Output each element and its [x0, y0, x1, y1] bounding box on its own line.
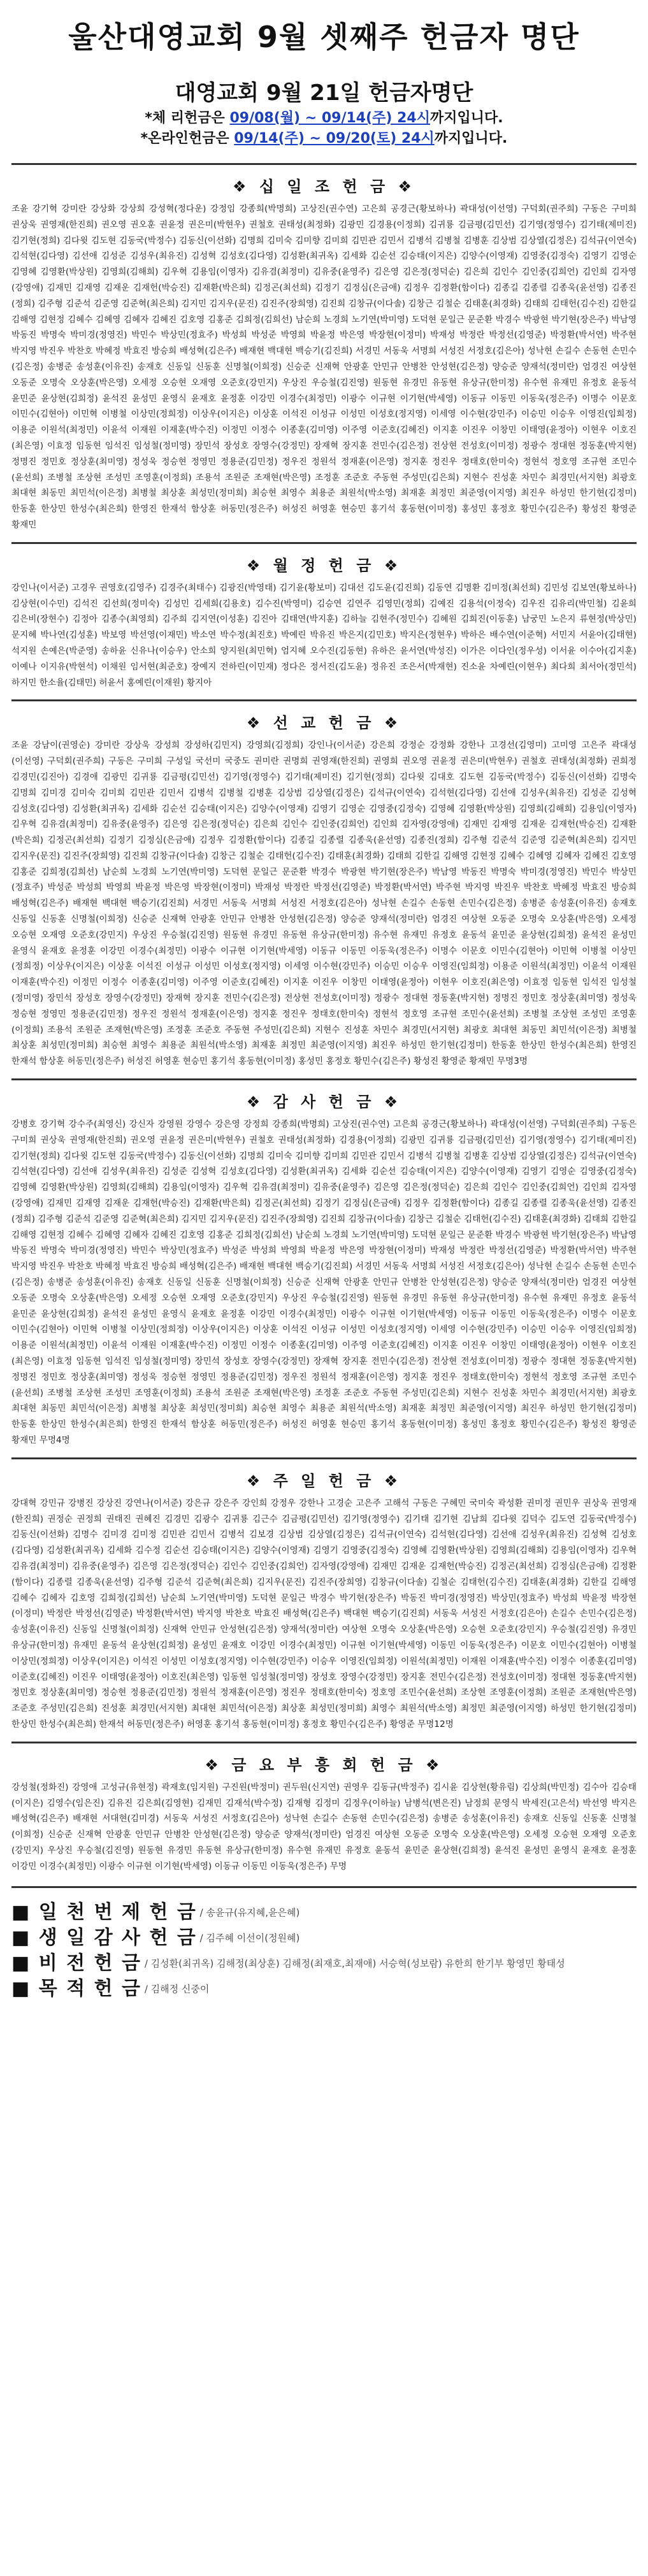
donor-names: 강성철(정화진) 강영애 고성규(유현정) 곽재호(임지원) 구진원(박정미) 권두원(신지연) 권영우 김동규(박정주) 김시윤 김상현(황유림) 김상희(박민정) 김수아 김승태(이지은) 김영수(임은진) 김유진 김은희(김영현) 김재민 김재석(박수정) 김재형 김정미 김정우(이하늘) 남병석(변은진) 남정희 문영식 박세진(고은석) 박선영 박지은 배성혁(김은주) 배재현 서대현(김미경) 서동욱 서성진 서정호(김은아) 성낙현 손길수 손동현 손민수(김은정) 송병준 송성훈(이유진) 송재호 신동일 신동훈 신명철(이희정) 신승준 신재혁 안광훈 안민규 안병찬 안성현(김은정) 양승준 양재석(정미란) 엄경진 여상현 오동준 오명숙 오상훈(박은영) 오세정 오승현 오재영 오준호(강민지) 우상진 우승철(김진영) 원동현 유경민 유동현 유상규(한미정) 유수현 유재민 유정호 윤동석 윤민준 윤상현(김희정) 윤석진 윤성민 윤영식 윤재호 윤정훈 이강민 이경수(최정민) 이광수 이규현 이기현(박세영) 이동규 이동민 이동욱(정은주) 무명 — [11, 1782, 637, 1871]
section-heading: ❖ 주 일 헌 금 ❖ — [246, 1471, 402, 1490]
section-monthly — [11, 542, 637, 691]
offering-label: ■ 생 일 감 사 헌 금 — [11, 1926, 197, 1949]
donor-names: 강대혁 강민규 강병진 강상진 강연나(이서준) 강은규 강은주 강인희 강정우 강한나 고경순 고은주 고해석 구동은 구혜민 국미숙 곽성환 권미정 권민우 권상욱 권영재(한진희) 권정순 권정희 권태진 권혜진 김경민 김광수 김귀룡 김근수 김금평(김민선) 김기영(정영수) 김기태 김기현 김남희 김다윗 김덕수 김도연 김동국(박정수) 김동신(이선화) 김명수 김미경 김미정 김민관 김민서 김병석 김보경 김상범 김상열(김정은) 김석규(이연숙) 김석현(김다영) 김선애 김성우(최유진) 김성혁 김성호(김다영) 김성환(최귀옥) 김세화 김수정 김순선 김승태(이지은) 김양수(이영재) 김영기 김영중(김정숙) 김영혜 김영환(박상원) 김영희(김해희) 김용임(이영자) 김우혁 김유겸(최정미) 김유중(윤영주) 김은영 김은정(정덕순) 김인수 김인중(김희언) 김자영(강영애) 김재민 김재운 김재헌(박승진) 김정곤(최선희) 김정심(은금애) 김정환(함이다) 김종렬 김종욱(윤선영) 김주형 김준석 김준혁(최은희) 김지우(문진) 김진주(장희영) 김창규(이다솔) 김철순 김태헌(김수진) 김태훈(최경화) 김한길 김해영 김혜수 김혜자 김호영 김희정(김희선) 남순희 노기연(박미영) 도덕현 문일근 박경수 박기현(장은주) 박동진 박미경(정영진) 박상민(정효주) 박성희 박윤정 박장현(이정미) 박정란 박정선(김영준) 박정환(박서연) 박지영 박찬호 박효진 배성혁(김은주) 백대현 백승기(김진희) 서동욱 서성진 서정호(김은아) 손길수 손민수(김은정) 송성훈(이유진) 신동일 신명철(이희정) 신재혁 안민규 안성현(김은정) 양재석(정미란) 여상현 오명숙 오상훈(박은영) 오승현 오준호(강민지) 우승철(김진영) 유경민 유상규(한미정) 유재민 윤동석 윤상현(김희정) 윤성민 윤재호 이강민 이경수(최정민) 이규현 이기현(박세영) 이동민 이동욱(정은주) 이문호 이민수(김현아) 이병철 이상민(정희정) 이상우(이지은) 이석진 이성민 이성호(정지영) 이수현(강민주) 이승우 이영진(임희정) 이원석(최정민) 이재원 이재훈(박수진) 이정수 이종훈(김미영) 이준호(김혜진) 이진우 이태영(윤정아) 이호진(최은영) 임동현 임성철(정미영) 장성호 장영수(강정민) 장지훈 전민수(김은정) 전성호(이미정) 정대현 정동훈(박지현) 정민호 정상훈(최미영) 정승현 정용준(김민정) 정원석 정재훈(이은영) 정진우 정태호(한미숙) 정호영 조민수(윤선희) 조상현 조영훈(이정희) 조원준 조재현(박은영) 조준호 주성민(김은희) 진성훈 최경민(서지현) 최대현 최민석(이은정) 최상훈 최성민(정미희) 최영수 최원석(박소영) 최정민 최준영(이지영) 하성민 한기현(김정미) 한상민 한성수(최은희) 한재석 허동민(정은주) 허영훈 홍기석 홍동현(이미정) 홍정호 황민수(김은주) 황영준 무명12명 — [11, 1498, 637, 1729]
section-friday-revival — [11, 1742, 637, 1875]
offering-donors: / 김주혜 이선이(정원혜) — [199, 1932, 300, 1944]
section-sunday — [11, 1457, 637, 1733]
list-item — [11, 1925, 637, 1950]
offering-label: ■ 일 천 번 제 헌 금 — [11, 1901, 197, 1924]
list-item — [11, 1950, 637, 1976]
section-heading: ❖ 금 요 부 흥 회 헌 금 ❖ — [205, 1756, 443, 1774]
list-item — [11, 1976, 637, 2001]
offline-period-range: 09/08(월) ~ 09/14(주) 24시 — [229, 110, 430, 126]
offering-donors: / 송윤규(유지혜,윤은혜) — [199, 1907, 300, 1919]
donor-names: 조윤 강기혁 강미란 강상화 강상희 강성혁(정다운) 강정임 강종희(박명희) 고상진(권수연) 고은희 공경근(황보하나) 곽대성(이선영) 구덕회(권주희) 구동은 구미희 권상욱 권영재(한진희) 권오영 권오훈 권윤정 권은미(박현우) 권철호 권태성(최정화) 김광민 김경용(이정희) 김귀룡 김금평(김민선) 김기영(정영수) 김기태(제미진) 김기현(정희) 김다윗 김도현 김동국(박정수) 김동신(이선화) 김명희 김미숙 김미향 김미희 김민관 김민서 김병석 김병철 김병훈 김상범 김상열(김정은) 김석규(이연숙) 김석현(김다영) 김선애 김성준 김성우(최유진) 김성혁 김성호(김다영) 김성환(최귀옥) 김세화 김순선 김승태(이지은) 김양수(이영재) 김영중(김정숙) 김영기 김영순 김영혜 김영환(박상원) 김영희(김해희) 김우혁 김용임(이영자) 김유겸(최정미) 김유중(윤영주) 김은영 김은정(정덕순) 김은희 김인수 김인중(김희언) 김인희 김자영(강영애) 김재민 김재영 김재운 김재헌(박승진) 김재환(박은희) 김정곤(최선희) 김정기 김정심(은금애) 김정우 김정환(함이다) 김종길 김종렬 김종욱(윤선영) 김종진(정희) 김주형 김준석 김준영 김준혁(최은희) 김지민 김지우(문진) 김진주(장희영) 김진희 김창규(이다솔) 김창근 김철순 김태훈(최경화) 김태희 김태헌(김수진) 김한길 김해영 김현정 김혜수 김혜영 김혜자 김혜진 김호영 김홍준 김희정(김희선) 남순희 노경희 노기연(박미영) 도덕현 문일근 문준환 박경수 박광현 박기현(장은주) 박남영 박동진 박명숙 박미경(정영진) 박민수 박상민(정효주) 박성희 박성준 박영희 박윤정 박은영 박장현(이정미) 박재성 박정란 박정선(김영준) 박정환(박서연) 박주현 박지영 박진우 박찬호 박혜정 박효진 방승희 배성혁(김은주) 배재현 백대현 백승기(김진희) 서경민 서동욱 서명희 서성진 서정호(김은아) 성낙현 손길수 손동현 손민수(김은정) 송병준 송성훈(이유진) 송재호 신동일 신동훈 신명철(이희정) 신승준 신재혁 안광훈 안민규 안병찬 안성현(김은정) 양승준 양재석(정미란) 엄경진 여상현 오동준 오명숙 오상훈(박은영) 오세정 오승현 오재영 오준호(강민지) 우상진 우승철(김진영) 원동현 유경민 유동현 유상규(한미정) 유수현 유재민 유정호 윤동석 윤민준 윤상현(김희정) 윤석진 윤성민 윤영식 윤재호 윤정훈 이강민 이경수(최정민) 이광수 이규현 이기현(박세영) 이동규 이동민 이동욱(정은주) 이명수 이문호 이민수(김현아) 이민혁 이병철 이상민(정희정) 이상우(이지은) 이상훈 이석진 이성규 이성민 이성호(정지영) 이세영 이수현(강민주) 이승민 이승우 이영진(임희정) 이용준 이원석(최정민) 이윤석 이재원 이재훈(박수진) 이정민 이정수 이종훈(김미영) 이주영 이준호(김혜진) 이지훈 이진우 이창민 이태영(윤정아) 이현우 이호진(최은영) 이효정 임동현 임석진 임성철(정미영) 장민석 장성호 장영수(강정민) 장재혁 장지훈 전민수(김은정) 전상현 전성호(이미정) 정광수 정대현 정동훈(박지현) 정명진 정민호 정상훈(최미영) 정성욱 정승현 정영민 정용준(김민정) 정우진 정원석 정재훈(이은영) 정지훈 정진우 정태호(한미숙) 정현석 정호영 조규현 조민수(윤선희) 조병철 조상현 조성민 조영훈(이정희) 조용석 조원준 조재현(박은영) 조정훈 조준호 주동현 주성민(김은희) 지현수 진성훈 차민수 최경민(서지현) 최광호 최대현 최동민 최민석(이은정) 최병철 최상훈 최성민(정미희) 최승현 최영수 최용준 최원석(박소영) 최재훈 최정민 최준영(이지영) 최진우 하성민 한기현(김정미) 한동훈 한상민 한성수(최은희) 한영진 한재석 함상훈 허동민(정은주) 허성진 허영훈 현승민 홍기석 홍동현(이미정) 홍성민 홍정호 황민수(김은주) 황성진 황영준 황재민 — [11, 204, 637, 530]
section-tithe — [11, 163, 637, 533]
section-heading: ❖ 선 교 헌 금 ❖ — [246, 714, 402, 733]
online-period-range: 09/14(주) ~ 09/20(토) 24시 — [234, 131, 435, 147]
section-heading: ❖ 월 정 헌 금 ❖ — [246, 556, 402, 575]
section-thanksgiving — [11, 1078, 637, 1449]
offering-label: ■ 비 전 헌 금 — [11, 1952, 142, 1975]
page-title: 울산대영교회 9월 셋째주 헌금자 명단 — [68, 20, 580, 54]
donor-names: 강인나(이서준) 고경우 권영호(김영주) 김경주(최태수) 김광진(박영태) 김기윤(황보미) 김대선 김도윤(김진희) 김동연 김명환 김미정(최선희) 김민성 김보연(황보하나) 김상현(이수민) 김석진 김선희(정미숙) 김성민 김세희(김용호) 김수진(박영미) 김승연 김연주 김영민(정희) 김예진 김용석(이정숙) 김우진 김유리(박민철) 김윤희 김은비(장현수) 김정아 김종수(최영희) 김주희 김지연(이성훈) 김진아 김태연(박지훈) 김하늘 김현주(정민수) 김혜원 김희진(이동훈) 남궁민 노은지 류현정(박상민) 문지혜 박나연(김성훈) 박보영 박선영(이재민) 박소연 박수정(최진호) 박예린 박유진 박은지(김민호) 박지은(정현우) 박하은 배수연(이준혁) 서민지 서윤아(김태현) 석지원 손예은(박준영) 송하윤 신유나(이승우) 안소희 양지원(최민혁) 엄지혜 오수진(김동현) 유하은 윤서연(박성진) 이가은 이다인(정우성) 이서윤 이수아(김지훈) 이예나 이지유(박현석) 이채원 임서현(최준호) 장예지 전하린(이민재) 정다은 정서진(김도윤) 정유진 조은서(박재현) 진소윤 차예린(이현우) 최다희 최서아(정민석) 하지민 한소율(김태민) 허윤서 홍예린(이재원) 황지아 — [11, 582, 637, 688]
section-heading: ❖ 십 일 조 헌 금 ❖ — [232, 178, 416, 196]
list-subtitle: 대영교회 9월 21일 헌금자명단 — [175, 80, 473, 106]
list-item — [11, 1900, 637, 1925]
offering-donors: / 김성환(최귀옥) 김해정(최상훈) 김해정(최재호,최재애) 서승혁(성보람) 유한희 한기부 황영민 황태성 — [144, 1957, 565, 1970]
offering-donors: / 김해정 신중이 — [144, 1983, 210, 1995]
donor-names: 강병호 강기혁 강수주(최영신) 강신자 강영원 강영수 강은영 강정희 강종희(박명희) 고상진(권수연) 고은희 공경근(황보하나) 곽대성(이선영) 구덕회(권주희) 구동은 구미희 권상욱 권영재(한진희) 권오영 권윤정 권은미(박현우) 권철호 권태성(최정화) 김경용(이정희) 김광민 김귀룡 김금평(김민선) 김기영(정영수) 김기태(제미진) 김기현(정희) 김다윗 김도현 김동국(박정수) 김동신(이선화) 김명희 김미숙 김미향 김미희 김민관 김민서 김병석 김병철 김병훈 김상범 김상열(김정은) 김석규(이연숙) 김석현(김다영) 김선애 김성우(최유진) 김성준 김성혁 김성호(김다영) 김성환(최귀옥) 김세화 김순선 김승태(이지은) 김양수(이영재) 김영기 김영순 김영중(김정숙) 김영혜 김영환(박상원) 김영희(김해희) 김용임(이영자) 김우혁 김유겸(최정미) 김유중(윤영주) 김은영 김은정(정덕순) 김은희 김인수 김인중(김희언) 김인희 김자영(강영애) 김재민 김재영 김재운 김재헌(박승진) 김재환(박은희) 김정곤(최선희) 김정기 김정심(은금애) 김정우 김정환(함이다) 김종길 김종렬 김종욱(윤선영) 김종진(정희) 김주형 김준석 김준영 김준혁(최은희) 김지민 김지우(문진) 김진주(장희영) 김진희 김창규(이다솔) 김창근 김철순 김태헌(김수진) 김태훈(최경화) 김태희 김한길 김해영 김현정 김혜수 김혜영 김혜자 김혜진 김호영 김홍준 김희정(김희선) 남순희 노경희 노기연(박미영) 도덕현 문일근 문준환 박경수 박광현 박기현(장은주) 박남영 박동진 박명숙 박미경(정영진) 박민수 박상민(정효주) 박성준 박성희 박영희 박윤정 박은영 박장현(이정미) 박재성 박정란 박정선(김영준) 박정환(박서연) 박주현 박지영 박진우 박찬호 박혜정 박효진 방승희 배성혁(김은주) 배재현 백대현 백승기(김진희) 서경민 서동욱 서명희 서성진 서정호(김은아) 성낙현 손길수 손동현 손민수(김은정) 송병준 송성훈(이유진) 송재호 신동일 신동훈 신명철(이희정) 신승준 신재혁 안광훈 안민규 안병찬 안성현(김은정) 양승준 양재석(정미란) 엄경진 여상현 오동준 오명숙 오상훈(박은영) 오세정 오승현 오재영 오준호(강민지) 우상진 우승철(김진영) 원동현 유경민 유동현 유상규(한미정) 유수현 유재민 유정호 윤동석 윤민준 윤상현(김희정) 윤석진 윤성민 윤영식 윤재호 윤정훈 이강민 이경수(최정민) 이광수 이규현 이기현(박세영) 이동규 이동민 이동욱(정은주) 이명수 이문호 이민수(김현아) 이민혁 이병철 이상민(정희정) 이상우(이지은) 이상훈 이석진 이성규 이성민 이성호(정지영) 이세영 이수현(강민주) 이승민 이승우 이영진(임희정) 이용준 이원석(최정민) 이윤석 이재원 이재훈(박수진) 이정민 이정수 이종훈(김미영) 이주영 이준호(김혜진) 이지훈 이진우 이창민 이태영(윤정아) 이현우 이호진(최은영) 이효정 임동현 임석진 임성철(정미영) 장민석 장성호 장영수(강정민) 장재혁 장지훈 전민수(김은정) 전상현 전성호(이미정) 정광수 정대현 정동훈(박지현) 정명진 정민호 정상훈(최미영) 정성욱 정승현 정영민 정용준(김민정) 정우진 정원석 정재훈(이은영) 정지훈 정진우 정태호(한미숙) 정현석 정호영 조규현 조민수(윤선희) 조병철 조상현 조성민 조영훈(이정희) 조용석 조원준 조재현(박은영) 조정훈 조준호 주동현 주성민(김은희) 지현수 진성훈 차민수 최경민(서지현) 최광호 최대현 최동민 최민석(이은정) 최병철 최상훈 최성민(정미희) 최승현 최영수 최용준 최원석(박소영) 최재훈 최정민 최준영(이지영) 최진우 하성민 한기현(김정미) 한동훈 한상민 한성수(최은희) 한영진 한재석 함상훈 허동민(정은주) 허성진 허영훈 현승민 홍기석 홍동현(이미정) 홍성민 홍정호 황민수(김은주) 황성진 황영준 황재민 무명4명 — [11, 1119, 637, 1445]
offering-label: ■ 목 적 헌 금 — [11, 1977, 142, 2000]
section-heading: ❖ 감 사 헌 금 ❖ — [246, 1093, 402, 1112]
section-mission — [11, 699, 637, 1070]
special-offerings-list — [11, 1886, 637, 2001]
offline-period-line: *체 리헌금은 09/08(월) ~ 09/14(주) 24시까지입니다. — [145, 110, 503, 126]
period-notice — [0, 108, 648, 149]
donor-names: 조윤 강남이(권영순) 강미란 강상욱 강성희 강성하(김민지) 강영희(김정희) 강인나(이서준) 강은희 강정순 강정화 강한나 고경선(김영미) 고미영 고은주 곽대성(이선영) 구덕회(권주희) 구동은 구미희 구성일 국선미 국중도 권미란 권명희 권영재(한진희) 권영희 권오영 권윤정 권은미(박현우) 권철호 권태성(최정화) 권희정 김경민(김진아) 김경애 김광민 김귀룡 김금평(김민선) 김기영(정영수) 김기태(제미진) 김기현(정희) 김다윗 김대호 김도현 김동국(박정수) 김동신(이선화) 김명숙 김명희 김미경 김미숙 김미희 김민관 김민서 김병석 김병철 김병훈 김상범 김상열(김정은) 김석규(이연숙) 김석현(김다영) 김선애 김성우(최유진) 김성준 김성혁 김성호(김다영) 김성환(최귀옥) 김세화 김순선 김승태(이지은) 김양수(이영재) 김영기 김영순 김영중(김정숙) 김영혜 김영환(박상원) 김영희(김해희) 김용임(이영자) 김우혁 김유겸(최정미) 김유중(윤영주) 김은영 김은정(정덕순) 김은희 김인수 김인중(김희언) 김인희 김자영(강영애) 김재민 김재영 김재운 김재헌(박승진) 김재환(박은희) 김정곤(최선희) 김정기 김정심(은금애) 김정우 김정환(함이다) 김종길 김종렬 김종욱(윤선영) 김종진(정희) 김주형 김준석 김준영 김준혁(최은희) 김지민 김지우(문진) 김진주(장희영) 김진희 김창규(이다솔) 김창근 김철순 김태헌(김수진) 김태훈(최경화) 김태희 김한길 김해영 김현정 김혜수 김혜영 김혜자 김혜진 김호영 김홍준 김희정(김희선) 남순희 노경희 노기연(박미영) 도덕현 문일근 문준환 박경수 박광현 박기현(장은주) 박남영 박동진 박명숙 박미경(정영진) 박민수 박상민(정효주) 박성준 박성희 박영희 박윤정 박은영 박장현(이정미) 박재성 박정란 박정선(김영준) 박정환(박서연) 박주현 박지영 박진우 박찬호 박혜정 박효진 방승희 배성혁(김은주) 배재현 백대현 백승기(김진희) 서경민 서동욱 서명희 서성진 서정호(김은아) 성낙현 손길수 손동현 손민수(김은정) 송병준 송성훈(이유진) 송재호 신동일 신동훈 신명철(이희정) 신승준 신재혁 안광훈 안민규 안병찬 안성현(김은정) 양승준 양재석(정미란) 엄경진 여상현 오동준 오명숙 오상훈(박은영) 오세정 오승현 오재영 오준호(강민지) 우상진 우승철(김진영) 원동현 유경민 유동현 유상규(한미정) 유수현 유재민 유정호 윤동석 윤민준 윤상현(김희정) 윤석진 윤성민 윤영식 윤재호 윤정훈 이강민 이경수(최정민) 이광수 이규현 이기현(박세영) 이동규 이동민 이동욱(정은주) 이명수 이문호 이민수(김현아) 이민혁 이병철 이상민(정희정) 이상우(이지은) 이상훈 이석진 이성규 이성민 이성호(정지영) 이세영 이수현(강민주) 이승민 이승우 이영진(임희정) 이용준 이원석(최정민) 이윤석 이재원 이재훈(박수진) 이정민 이정수 이종훈(김미영) 이주영 이준호(김혜진) 이지훈 이진우 이창민 이태영(윤정아) 이현우 이호진(최은영) 이효정 임동현 임석진 임성철(정미영) 장민석 장성호 장영수(강정민) 장재혁 장지훈 전민수(김은정) 전상현 전성호(이미정) 정광수 정대현 정동훈(박지현) 정명진 정민호 정상훈(최미영) 정성욱 정승현 정영민 정용준(김민정) 정우진 정원석 정재훈(이은영) 정지훈 정진우 정태호(한미숙) 정현석 정호영 조규현 조민수(윤선희) 조병철 조상현 조성민 조영훈(이정희) 조용석 조원준 조재현(박은영) 조정훈 조준호 주동현 주성민(김은희) 지현수 진성훈 차민수 최경민(서지현) 최광호 최대현 최동민 최민석(이은정) 최병철 최상훈 최성민(정미희) 최승현 최영수 최용준 최원석(박소영) 최재훈 최정민 최준영(이지영) 최진우 하성민 한기현(김정미) 한동훈 한상민 한성수(최은희) 한영진 한재석 함상훈 허동민(정은주) 허성진 허영훈 현승민 홍기석 홍동현(이미정) 홍성민 홍정호 황민수(김은주) 황성진 황영준 황재민 무명3명 — [11, 740, 637, 1067]
online-period-line: *온라인헌금은 09/14(주) ~ 09/20(토) 24시까지입니다. — [140, 131, 508, 147]
